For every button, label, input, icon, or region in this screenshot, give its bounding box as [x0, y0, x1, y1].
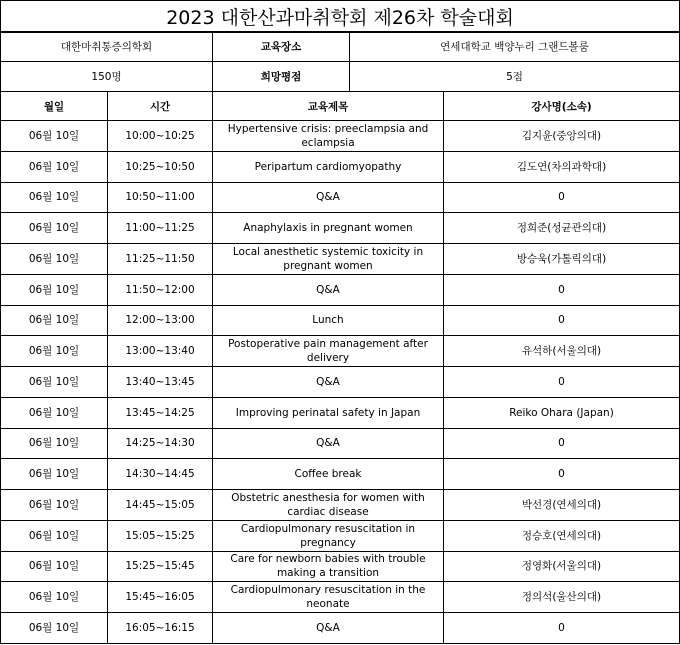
time-cell: 13:40~13:45: [108, 367, 213, 398]
venue-label: 교육장소: [213, 32, 350, 62]
topic-cell: Peripartum cardiomyopathy: [213, 151, 444, 182]
speaker-cell: 유석하(서울의대): [444, 336, 680, 367]
time-cell: 10:00~10:25: [108, 121, 213, 152]
topic-cell: Q&A: [213, 367, 444, 398]
time-cell: 14:45~15:05: [108, 490, 213, 521]
topic-cell: Q&A: [213, 182, 444, 213]
speaker-cell: 0: [444, 274, 680, 305]
table-row: [1, 520, 680, 551]
table-row: [1, 213, 680, 244]
header-topic: 교육제목: [213, 92, 444, 121]
date-cell: 06월 10일: [1, 551, 108, 582]
time-cell: 15:25~15:45: [108, 551, 213, 582]
info-table: [0, 31, 680, 92]
table-row: [1, 244, 680, 275]
time-cell: 16:05~16:15: [108, 613, 213, 644]
speaker-cell: 0: [444, 305, 680, 336]
program-table: [0, 0, 680, 33]
topic-cell: Cardiopulmonary resuscitation in pregnancy: [213, 520, 444, 551]
speaker-cell: 0: [444, 367, 680, 398]
date-cell: 06월 10일: [1, 490, 108, 521]
topic-cell: Improving perinatal safety in Japan: [213, 397, 444, 428]
info-row-venue: [1, 32, 680, 62]
speaker-cell: 정영화(서울의대): [444, 551, 680, 582]
date-cell: 06월 10일: [1, 459, 108, 490]
speaker-cell: 방승욱(가톨릭의대): [444, 244, 680, 275]
time-cell: 10:25~10:50: [108, 151, 213, 182]
topic-cell: Lunch: [213, 305, 444, 336]
speaker-cell: Reiko Ohara (Japan): [444, 397, 680, 428]
page-title: 2023 대한산과마취학회 제26차 학술대회: [1, 1, 680, 33]
date-cell: 06월 10일: [1, 182, 108, 213]
date-cell: 06월 10일: [1, 305, 108, 336]
schedule-table: [0, 91, 680, 644]
topic-cell: Anaphylaxis in pregnant women: [213, 213, 444, 244]
speaker-cell: 0: [444, 459, 680, 490]
topic-cell: Local anesthetic systemic toxicity in pregnant women: [213, 244, 444, 275]
topic-cell: Q&A: [213, 613, 444, 644]
speaker-cell: 정승호(연세의대): [444, 520, 680, 551]
table-row: [1, 551, 680, 582]
date-cell: 06월 10일: [1, 520, 108, 551]
topic-cell: Hypertensive crisis: preeclampsia and eclampsia: [213, 121, 444, 152]
table-row: [1, 182, 680, 213]
table-row: [1, 121, 680, 152]
time-cell: 10:50~11:00: [108, 182, 213, 213]
speaker-cell: 김지윤(중앙의대): [444, 121, 680, 152]
table-row: [1, 397, 680, 428]
topic-cell: Coffee break: [213, 459, 444, 490]
topic-cell: Obstetric anesthesia for women with cardiac disease: [213, 490, 444, 521]
topic-cell: Postoperative pain management after delivery: [213, 336, 444, 367]
time-cell: 12:00~13:00: [108, 305, 213, 336]
time-cell: 13:45~14:25: [108, 397, 213, 428]
venue-value: 연세대학교 백양누리 그랜드볼룸: [350, 32, 680, 62]
info-row-points: [1, 62, 680, 92]
date-cell: 06월 10일: [1, 336, 108, 367]
table-row: [1, 274, 680, 305]
table-row: [1, 582, 680, 613]
time-cell: 11:50~12:00: [108, 274, 213, 305]
date-cell: 06월 10일: [1, 397, 108, 428]
time-cell: 15:45~16:05: [108, 582, 213, 613]
date-cell: 06월 10일: [1, 213, 108, 244]
time-cell: 15:05~15:25: [108, 520, 213, 551]
time-cell: 11:00~11:25: [108, 213, 213, 244]
date-cell: 06월 10일: [1, 151, 108, 182]
header-time: 시간: [108, 92, 213, 121]
topic-cell: Care for newborn babies with trouble making a transition: [213, 551, 444, 582]
date-cell: 06월 10일: [1, 582, 108, 613]
table-row: [1, 336, 680, 367]
speaker-cell: 정의석(울산의대): [444, 582, 680, 613]
speaker-cell: 김도연(차의과학대): [444, 151, 680, 182]
date-cell: 06월 10일: [1, 121, 108, 152]
date-cell: 06월 10일: [1, 274, 108, 305]
speaker-cell: 0: [444, 428, 680, 459]
date-cell: 06월 10일: [1, 367, 108, 398]
time-cell: 14:25~14:30: [108, 428, 213, 459]
table-row: [1, 613, 680, 644]
points-value: 5점: [350, 62, 680, 92]
attendance-cell: 150명: [1, 62, 213, 92]
table-row: [1, 490, 680, 521]
table-row: [1, 367, 680, 398]
speaker-cell: 0: [444, 613, 680, 644]
time-cell: 11:25~11:50: [108, 244, 213, 275]
speaker-cell: 정희준(성균관의대): [444, 213, 680, 244]
points-label: 희망평점: [213, 62, 350, 92]
header-speaker: 강사명(소속): [444, 92, 680, 121]
table-row: [1, 305, 680, 336]
schedule-header-row: [1, 92, 680, 121]
topic-cell: Q&A: [213, 274, 444, 305]
title-row: [1, 1, 680, 33]
organizer-cell: 대한마취통증의학회: [1, 32, 213, 62]
table-row: [1, 459, 680, 490]
speaker-cell: 박선경(연세의대): [444, 490, 680, 521]
date-cell: 06월 10일: [1, 428, 108, 459]
topic-cell: Q&A: [213, 428, 444, 459]
header-date: 월일: [1, 92, 108, 121]
topic-cell: Cardiopulmonary resuscitation in the neonate: [213, 582, 444, 613]
table-row: [1, 428, 680, 459]
table-row: [1, 151, 680, 182]
time-cell: 14:30~14:45: [108, 459, 213, 490]
date-cell: 06월 10일: [1, 613, 108, 644]
date-cell: 06월 10일: [1, 244, 108, 275]
time-cell: 13:00~13:40: [108, 336, 213, 367]
speaker-cell: 0: [444, 182, 680, 213]
